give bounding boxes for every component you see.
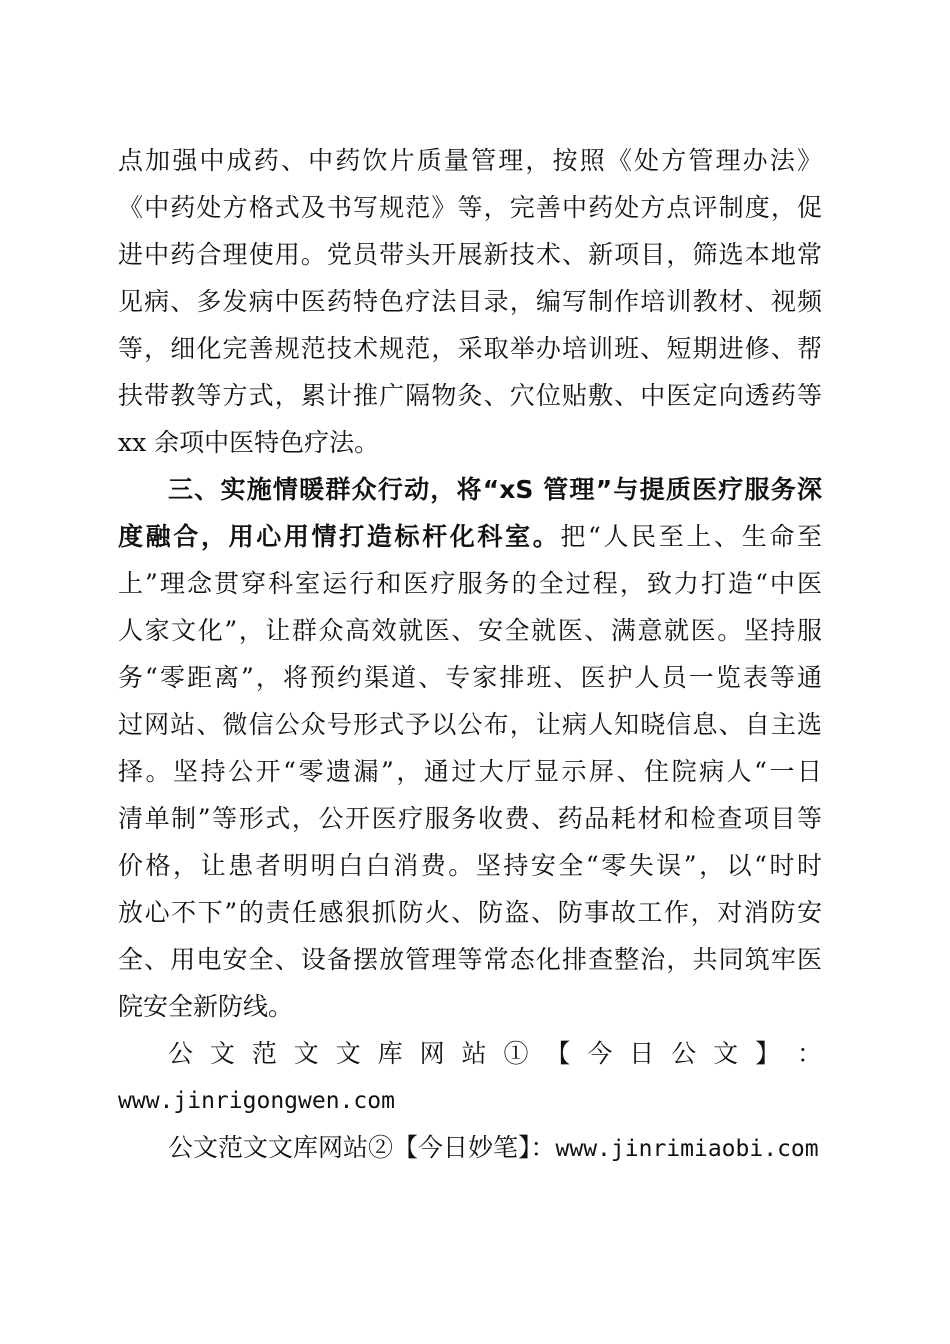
text-line: 过网站、微信公众号形式予以公布，让病人知晓信息、自主选	[118, 710, 822, 739]
text-line	[118, 522, 822, 552]
text-line: 放心不下”的责任感狠抓防火、防盗、防事故工作，对消防安	[118, 898, 822, 927]
text-line: 务“零距离”，将预约渠道、专家排班、医护人员一览表等通	[118, 663, 822, 692]
text-line: 点加强中成药、中药饮片质量管理，按照《处方管理办法》	[118, 146, 822, 175]
site-2-url[interactable]: www.jinrimiaobi.com	[555, 1136, 819, 1162]
site-2-line	[168, 1133, 822, 1164]
text-line: 价格，让患者明明白白消费。坚持安全“零失误”，以“时时	[118, 851, 822, 880]
text-line: 见病、多发病中医药特色疗法目录，编写制作培训教材、视频	[118, 287, 822, 316]
text-line: 择。坚持公开“零遗漏”，通过大厅显示屏、住院病人“一日	[118, 757, 822, 786]
text-line: 上”理念贯穿科室运行和医疗服务的全过程，致力打造“中医	[118, 569, 822, 598]
text-line: 《中药处方格式及书写规范》等，完善中药处方点评制度，促	[118, 193, 822, 222]
text-line: xx 余项中医特色疗法。	[118, 428, 380, 457]
text-line: 全、用电安全、设备摆放管理等常态化排查整治，共同筑牢医	[118, 945, 822, 974]
site-2-label: 公文范文文库网站②【今日妙笔】：	[168, 1133, 556, 1162]
text-line: 人家文化”，让群众高效就医、安全就医、满意就医。坚持服	[118, 616, 822, 645]
site-1-url[interactable]: www.jinrigongwen.com	[118, 1088, 395, 1114]
text-line: 进中药合理使用。党员带头开展新技术、新项目，筛选本地常	[118, 240, 822, 269]
section-heading-continued: 度融合，用心用情打造标杆化科室。	[118, 522, 561, 551]
text-line: 清单制”等形式，公开医疗服务收费、药品耗材和检查项目等	[118, 804, 822, 833]
text-line: 扶带教等方式，累计推广隔物灸、穴位贴敷、中医定向透药等	[118, 381, 822, 410]
text-run: 把“人民至上、生命至	[560, 522, 822, 551]
text-line: 等，细化完善规范技术规范，采取举办培训班、短期进修、帮	[118, 334, 822, 363]
text-line: 院安全新防线。	[118, 992, 294, 1021]
section-heading: 三、实施情暖群众行动，将“xS 管理”与提质医疗服务深	[168, 475, 822, 504]
site-1-label: 公 文 范 文 文 库 网 站 ① 【 今 日 公 文 】 ：	[168, 1039, 822, 1068]
